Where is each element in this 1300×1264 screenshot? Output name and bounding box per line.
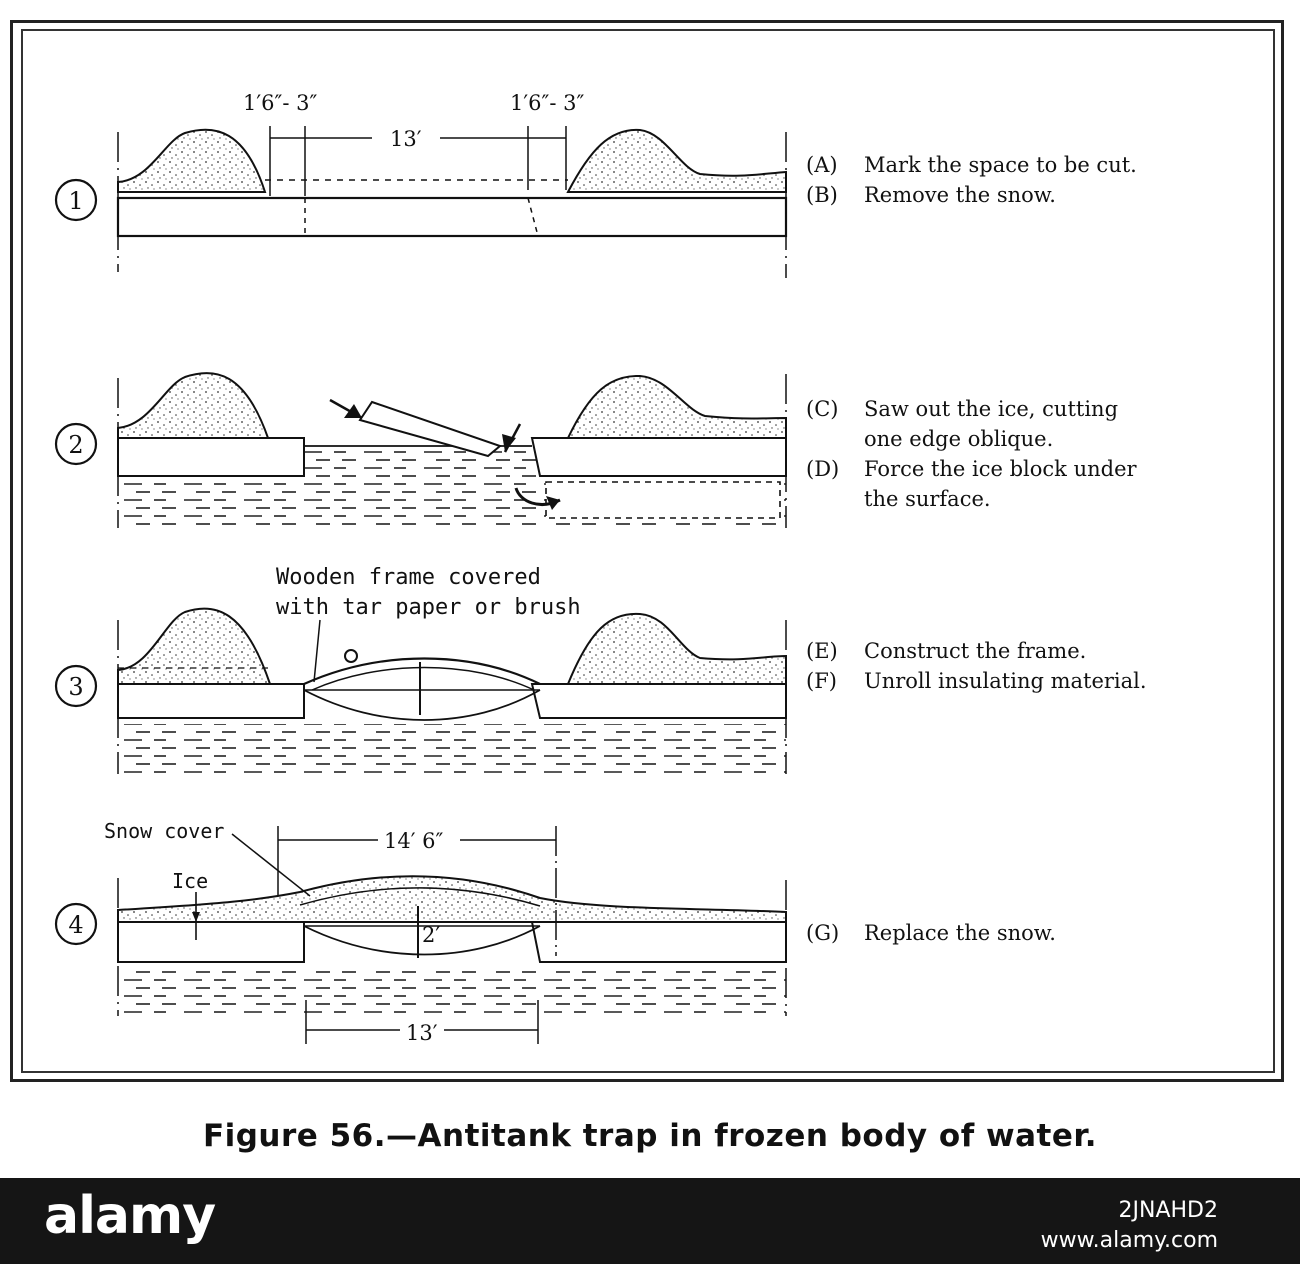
step-1-diagram [118, 126, 786, 278]
water-body [118, 968, 786, 1014]
ice-slab-left [118, 684, 304, 718]
dimension-gap-right: 1′6″- 3″ [510, 91, 585, 115]
ice-slab-right [532, 438, 786, 476]
rolled-material [345, 650, 357, 662]
callout-frame-line2: with tar paper or brush [276, 595, 581, 620]
snow-mound-left [118, 130, 265, 192]
dimension-cut-width: 13′ [390, 127, 422, 151]
ice-block-submerged [546, 482, 780, 518]
step-4-diagram [118, 826, 786, 1044]
step-number-4: 4 [68, 911, 84, 939]
dimension-gap-left: 1′6″- 3″ [243, 91, 318, 115]
dimension-depth: 2′ [422, 923, 441, 947]
snow-mound-left [118, 373, 268, 438]
snow-mound-left [118, 609, 270, 684]
step-number-1: 1 [68, 187, 84, 215]
figure-caption: Figure 56.—Antitank trap in frozen body of water. [202, 1118, 1098, 1154]
instruction-e: (E) Construct the frame. [806, 639, 1087, 663]
snow-mound-right [568, 130, 786, 192]
step-3-diagram [118, 609, 786, 774]
ice-slab-left [118, 438, 304, 476]
callout-ice: Ice [172, 869, 209, 893]
watermark-logo: alamy [44, 1186, 216, 1246]
instruction-d-cont: the surface. [864, 487, 991, 511]
callout-frame-line1: Wooden frame covered [276, 565, 541, 590]
watermark-image-id [1041, 1196, 1218, 1256]
ice-slab-right [532, 922, 786, 962]
instruction-a: (A) Mark the space to be cut. [806, 153, 1137, 177]
water-body [118, 724, 786, 774]
ice-slab-left [118, 922, 304, 962]
step-number-2: 2 [68, 431, 84, 459]
dimension-bottom-width: 13′ [406, 1021, 438, 1045]
instruction-g: (G) Replace the snow. [806, 921, 1056, 945]
ice-slab [118, 198, 786, 236]
step-number-3: 3 [68, 673, 84, 701]
instruction-c: (C) Saw out the ice, cutting [806, 397, 1119, 421]
instruction-d: (D) Force the ice block under [806, 457, 1137, 481]
step-4-instructions [806, 918, 1056, 948]
callout-snow-cover: Snow cover [104, 819, 225, 843]
step-2-diagram [118, 373, 786, 528]
image-id-site: www.alamy.com [1040, 1228, 1218, 1253]
step-1-instructions [806, 150, 1137, 210]
image-id-code: 2JNAHD2 [1118, 1198, 1218, 1223]
instruction-b: (B) Remove the snow. [806, 183, 1056, 207]
step-3-instructions [806, 636, 1147, 696]
wooden-frame-bottom [304, 690, 540, 720]
dimension-cover-width: 14′ 6″ [384, 829, 444, 853]
instruction-f: (F) Unroll insulating material. [806, 669, 1147, 693]
step-2-instructions [806, 394, 1137, 514]
instruction-c-cont: one edge oblique. [864, 427, 1054, 451]
ice-slab-right [532, 684, 786, 718]
snow-mound-right [568, 376, 786, 438]
snow-mound-right [568, 614, 786, 684]
snow-cover [118, 876, 786, 922]
